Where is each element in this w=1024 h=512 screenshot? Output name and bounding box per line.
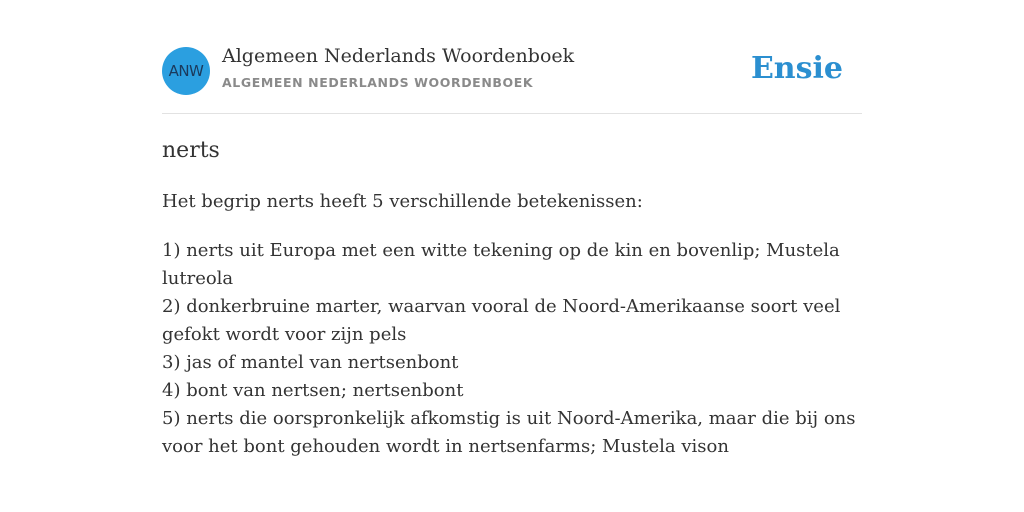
entry-intro: Het begrip nerts heeft 5 verschillende betekenissen: — [162, 191, 643, 212]
meaning-item: 5) nerts die oorspronkelijk afkomstig is uit Noord-Amerika, maar die bij ons voor het bont gehouden wordt in nertsenfarms; Mustela vison — [162, 408, 856, 457]
meaning-item: 4) bont van nertsen; nertsenbont — [162, 380, 464, 401]
meaning-item: 2) donkerbruine marter, waarvan vooral de Noord-Amerikaanse soort veel gefokt wordt voor zijn pels — [162, 296, 841, 345]
dictionary-subtitle: ALGEMEEN NEDERLANDS WOORDENBOEK — [222, 75, 534, 90]
anw-logo[interactable] — [162, 47, 210, 95]
meanings-list — [162, 237, 862, 461]
page-container — [162, 0, 862, 457]
dictionary-title[interactable]: Algemeen Nederlands Woordenboek — [222, 45, 575, 67]
anw-logo-text: ANW — [168, 62, 204, 80]
dictionary-header — [162, 0, 862, 114]
ensie-brand-link[interactable]: Ensie — [750, 51, 843, 86]
meaning-item: 1) nerts uit Europa met een witte tekening op de kin en bovenlip; Mustela lutreola — [162, 240, 840, 289]
entry-word: nerts — [162, 138, 220, 163]
meaning-item: 3) jas of mantel van nertsenbont — [162, 352, 459, 373]
